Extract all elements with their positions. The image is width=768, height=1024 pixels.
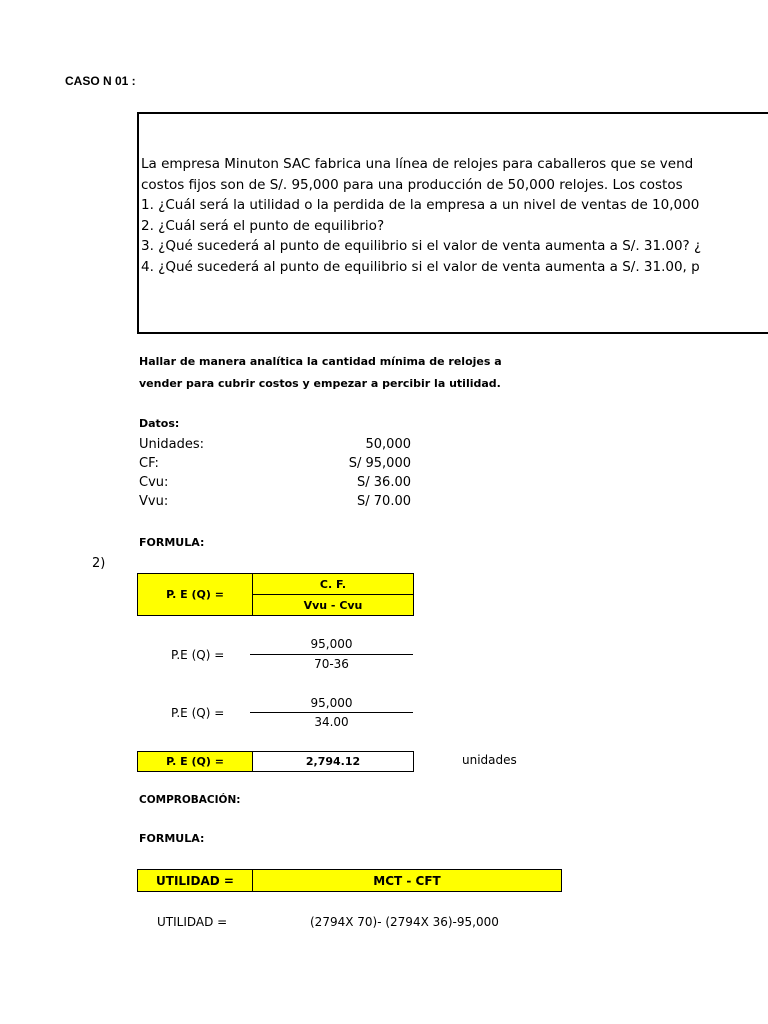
- step2-numerator: 95,000: [310, 696, 353, 710]
- question-number: 2): [92, 556, 106, 571]
- datos-label-cvu: Cvu:: [139, 475, 169, 490]
- problem-line: 4. ¿Qué sucederá al punto de equilibrio si el valor de venta aumenta a S/. 31.00, p: [141, 258, 700, 275]
- instruction-line-1: Hallar de manera analítica la cantidad mínima de relojes a: [139, 355, 502, 368]
- utilidad-left-cell: UTILIDAD =: [137, 869, 253, 892]
- datos-value-vvu: S/ 70.00: [357, 494, 411, 509]
- problem-line: 1. ¿Cuál será la utilidad o la perdida de la empresa a un nivel de ventas de 10,000: [141, 197, 700, 213]
- step2-label: P.E (Q) =: [171, 706, 225, 720]
- datos-value-cf: S/ 95,000: [348, 456, 411, 471]
- step1-denominator: 70-36: [314, 657, 349, 671]
- step2-fraction-bar: [250, 712, 413, 713]
- step1-label: P.E (Q) =: [171, 648, 225, 662]
- step1-numerator: 95,000: [310, 637, 353, 651]
- formula-numerator-cell: C. F.: [252, 573, 414, 595]
- instruction-line-2: vender para cubrir costos y empezar a percibir la utilidad.: [139, 377, 501, 390]
- formula-label-2: FORMULA:: [139, 832, 205, 845]
- formula-denominator-cell: Vvu - Cvu: [252, 594, 414, 616]
- step1-fraction-bar: [250, 654, 413, 655]
- result-value-cell: 2,794.12: [252, 751, 414, 772]
- problem-line: La empresa Minuton SAC fabrica una línea de relojes para caballeros que se vend: [141, 156, 694, 172]
- datos-label-unidades: Unidades:: [139, 437, 204, 452]
- step2-denominator: 34.00: [314, 715, 349, 729]
- utilidad-calc-label: UTILIDAD =: [157, 915, 228, 929]
- datos-value-cvu: S/ 36.00: [357, 475, 411, 490]
- datos-label-vvu: Vvu:: [139, 494, 169, 509]
- utilidad-calc-expression: (2794X 70)- (2794X 36)-95,000: [310, 915, 499, 929]
- result-label-cell: P. E (Q) =: [137, 751, 253, 772]
- result-unit: unidades: [462, 753, 517, 767]
- formula-left-cell: P. E (Q) =: [137, 573, 253, 616]
- utilidad-right-cell: MCT - CFT: [252, 869, 562, 892]
- formula-label: FORMULA:: [139, 536, 205, 549]
- problem-lines: [141, 154, 701, 277]
- problem-line: 2. ¿Cuál será el punto de equilibrio?: [141, 217, 385, 234]
- case-title: CASO N 01 :: [65, 74, 136, 88]
- comprobacion-title: COMPROBACIÓN:: [139, 794, 241, 806]
- datos-value-unidades: 50,000: [365, 437, 411, 452]
- datos-title: Datos:: [139, 417, 180, 430]
- problem-statement-box: [137, 112, 768, 334]
- datos-label-cf: CF:: [139, 456, 159, 471]
- problem-line: costos fijos son de S/. 95,000 para una producción de 50,000 relojes. Los costos: [141, 176, 683, 193]
- problem-line: 3. ¿Qué sucederá al punto de equilibrio si el valor de venta aumenta a S/. 31.00? ¿: [141, 238, 702, 254]
